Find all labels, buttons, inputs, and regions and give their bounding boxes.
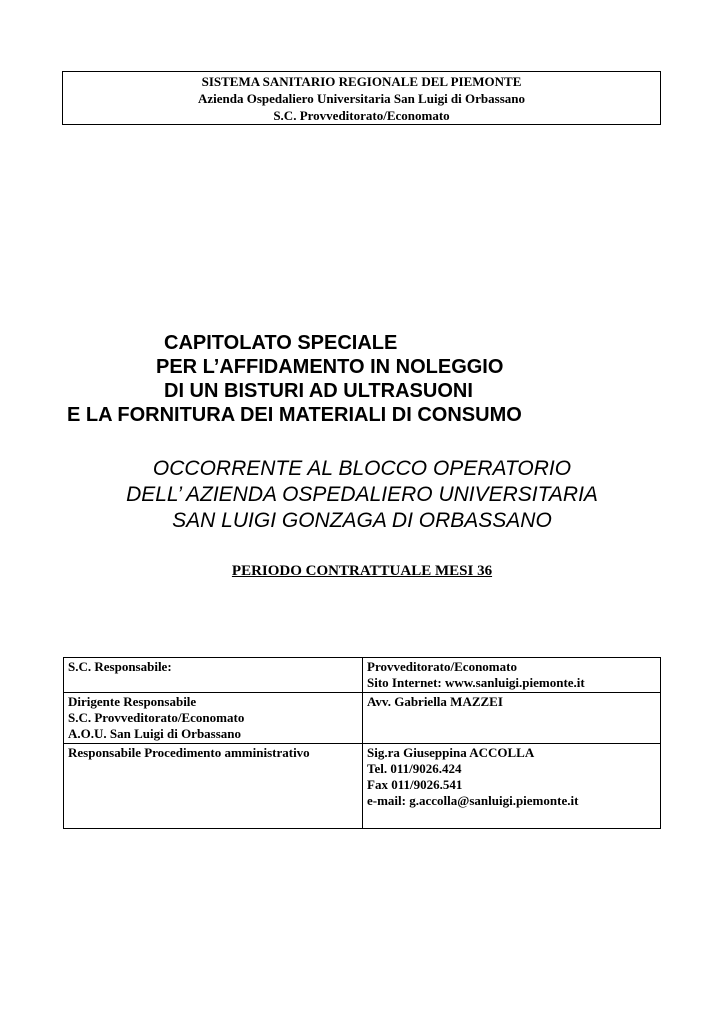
subtitle-line-1: OCCORRENTE AL BLOCCO OPERATORIO: [152, 457, 572, 480]
table-row: [64, 658, 661, 693]
table-row: [64, 744, 661, 829]
title-line-4: E LA FORNITURA DEI MATERIALI DI CONSUMO: [67, 404, 522, 426]
cell-line: Dirigente Responsabile: [68, 694, 197, 709]
cell-line: Sig.ra Giuseppina ACCOLLA: [367, 745, 535, 760]
subtitle-line-2: DELL’ AZIENDA OSPEDALIERO UNIVERSITARIA: [126, 483, 598, 506]
cell-line: Sito Internet: www.sanluigi.piemonte.it: [367, 675, 585, 690]
table-row: [64, 693, 661, 744]
cell-line: A.O.U. San Luigi di Orbassano: [68, 726, 242, 741]
table-cell-value: [363, 693, 661, 744]
title-line-1: CAPITOLATO SPECIALE: [164, 332, 398, 354]
header-line-hospital: Azienda Ospedaliero Universitaria San Luigi di Orbassano: [198, 91, 525, 106]
cell-line: S.C. Provveditorato/Economato: [68, 710, 245, 725]
cell-line: Provveditorato/Economato: [367, 659, 517, 674]
subtitle-line-3: SAN LUIGI GONZAGA DI ORBASSANO: [172, 509, 552, 532]
cell-line: e-mail: g.accolla@sanluigi.piemonte.it: [367, 793, 579, 808]
cell-line: Avv. Gabriella MAZZEI: [367, 694, 503, 709]
contract-period: [60, 562, 664, 580]
header-line-region: SISTEMA SANITARIO REGIONALE DEL PIEMONTE: [201, 74, 522, 89]
table-cell-label: [64, 744, 363, 829]
title-line-2: PER L’AFFIDAMENTO IN NOLEGGIO: [156, 356, 504, 378]
table-cell-value: [363, 658, 661, 693]
cell-line: S.C. Responsabile:: [68, 659, 172, 674]
table-cell-value: [363, 744, 661, 829]
info-table: [63, 657, 661, 829]
header-line-department: S.C. Provveditorato/Economato: [273, 108, 450, 123]
cell-line: Fax 011/9026.541: [367, 777, 463, 792]
table-cell-label: [64, 658, 363, 693]
cell-line: Tel. 011/9026.424: [367, 761, 462, 776]
title-line-3: DI UN BISTURI AD ULTRASUONI: [164, 380, 473, 402]
document-header-box: [62, 71, 661, 125]
document-subtitle: [60, 456, 664, 534]
cell-line: Responsabile Procedimento amministrativo: [68, 745, 310, 760]
contract-period-text: PERIODO CONTRATTUALE MESI 36: [231, 563, 493, 579]
table-cell-label: [64, 693, 363, 744]
